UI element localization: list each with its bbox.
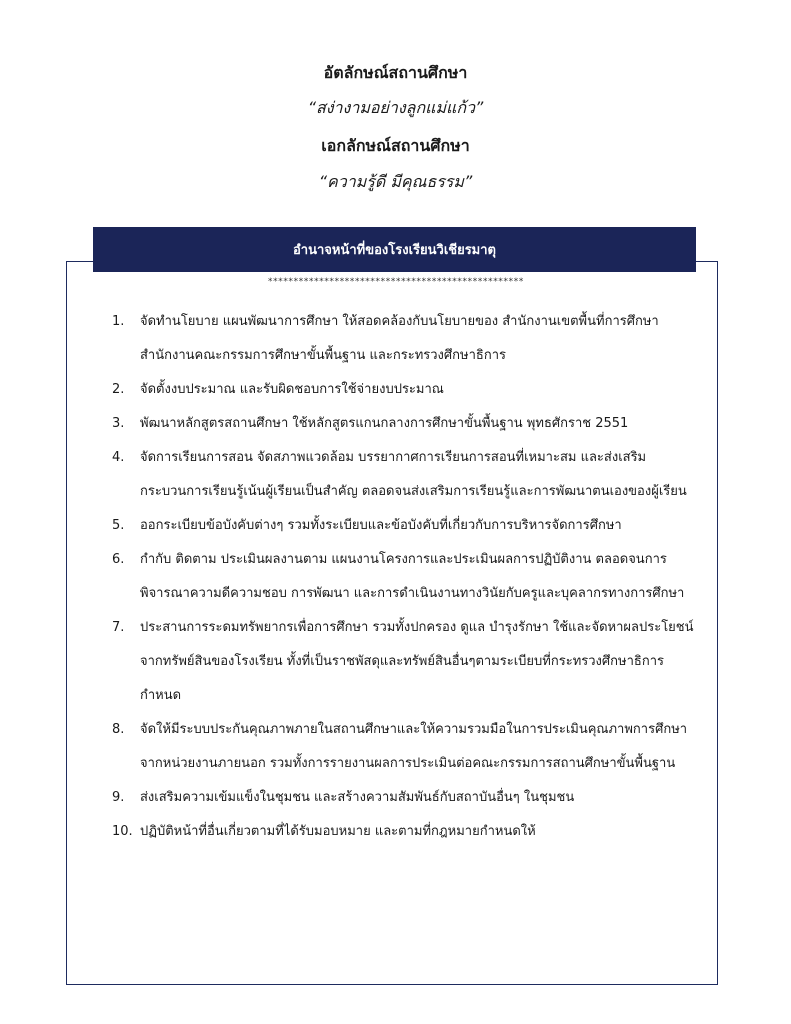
identity-title: อัตลักษณ์สถานศึกษา: [323, 63, 468, 82]
duty-item-10: [112, 815, 702, 849]
duty-number: 9.: [112, 790, 125, 805]
duty-text: ปฏิบัติหน้าที่อื่นเกี่ยวตามที่ได้รับมอบหมาย และตามที่กฎหมายกำหนดให้: [140, 824, 536, 839]
duty-text: จัดตั้งงบประมาณ และรับผิดชอบการใช้จ่ายงบประมาณ: [140, 382, 444, 397]
duty-item-8: [112, 713, 702, 781]
duty-number: 4.: [112, 450, 125, 465]
duty-item-1: [112, 305, 702, 373]
duty-item-4: [112, 441, 702, 509]
duties-title-banner: [93, 227, 696, 272]
duty-text: ประสานการระดมทรัพยากรเพื่อการศึกษา รวมทั้งปกครอง ดูแล บำรุงรักษา ใช้และจัดหาผลประโยชน์จากทรัพย์สินของโรงเรียน ทั้งที่เป็นราชพัสดุและทรัพย์สินอื่นๆตามระเบียบที่กระทรวงศึกษาธิการกำหนด: [140, 620, 694, 703]
duty-text: กำกับ ติดตาม ประเมินผลงานตาม แผนงานโครงการและประเมินผลการปฏิบัติงาน ตลอดจนการพิจารณาความดีความชอบ การพัฒนา และการดำเนินงานทางวินัยกับครูและบุคลากรทางการศึกษา: [140, 552, 685, 601]
uniqueness-title: เอกลักษณ์สถานศึกษา: [321, 136, 470, 155]
duty-number: 7.: [112, 620, 125, 635]
duty-item-5: [112, 509, 702, 543]
duty-item-7: [112, 611, 702, 713]
duty-number: 8.: [112, 722, 125, 737]
duty-number: 3.: [112, 416, 125, 431]
identity-motto: “สง่างามอย่างลูกแม่แก้ว”: [307, 98, 484, 117]
duty-text: ออกระเบียบข้อบังคับต่างๆ รวมทั้งระเบียบและข้อบังคับที่เกี่ยวกับการบริหารจัดการศึกษา: [140, 518, 622, 533]
uniqueness-motto: “ความรู้ดี มีคุณธรรม”: [318, 172, 473, 191]
duty-item-2: [112, 373, 702, 407]
duty-number: 1.: [112, 314, 125, 329]
duty-number: 5.: [112, 518, 125, 533]
duties-title: อำนาจหน้าที่ของโรงเรียนวิเชียรมาตุ: [293, 243, 496, 258]
star-separator: **************************************************: [267, 277, 524, 287]
duties-list: [112, 305, 702, 849]
duty-item-6: [112, 543, 702, 611]
duty-item-9: [112, 781, 702, 815]
duty-number: 6.: [112, 552, 125, 567]
duty-text: พัฒนาหลักสูตรสถานศึกษา ใช้หลักสูตรแกนกลางการศึกษาขั้นพื้นฐาน พุทธศักราช 2551: [140, 416, 629, 431]
duty-text: จัดการเรียนการสอน จัดสภาพแวดล้อม บรรยากาศการเรียนการสอนที่เหมาะสม และส่งเสริมกระบวนการเรียนรู้เน้นผู้เรียนเป็นสำคัญ ตลอดจนส่งเสริมการเรียนรู้และการพัฒนาตนเองของผู้เรียน: [140, 450, 687, 499]
duty-text: จัดทำนโยบาย แผนพัฒนาการศึกษา ให้สอดคล้องกับนโยบายของ สำนักงานเขตพื้นที่การศึกษา สำนักงานคณะกรรมการศึกษาขั้นพื้นฐาน และกระทรวงศึกษาธิการ: [140, 314, 659, 363]
duty-number: 10.: [112, 824, 133, 839]
duty-number: 2.: [112, 382, 125, 397]
duty-text: ส่งเสริมความเข้มแข็งในชุมชน และสร้างความสัมพันธ์กับสถาบันอื่นๆ ในชุมชน: [140, 790, 575, 805]
duty-item-3: [112, 407, 702, 441]
duty-text: จัดให้มีระบบประกันคุณภาพภายในสถานศึกษาและให้ความรวมมือในการประเมินคุณภาพการศึกษาจากหน่วยงานภายนอก รวมทั้งการรายงานผลการประเมินต่อคณะกรรมการสถานศึกษาขั้นพื้นฐาน: [140, 722, 688, 771]
